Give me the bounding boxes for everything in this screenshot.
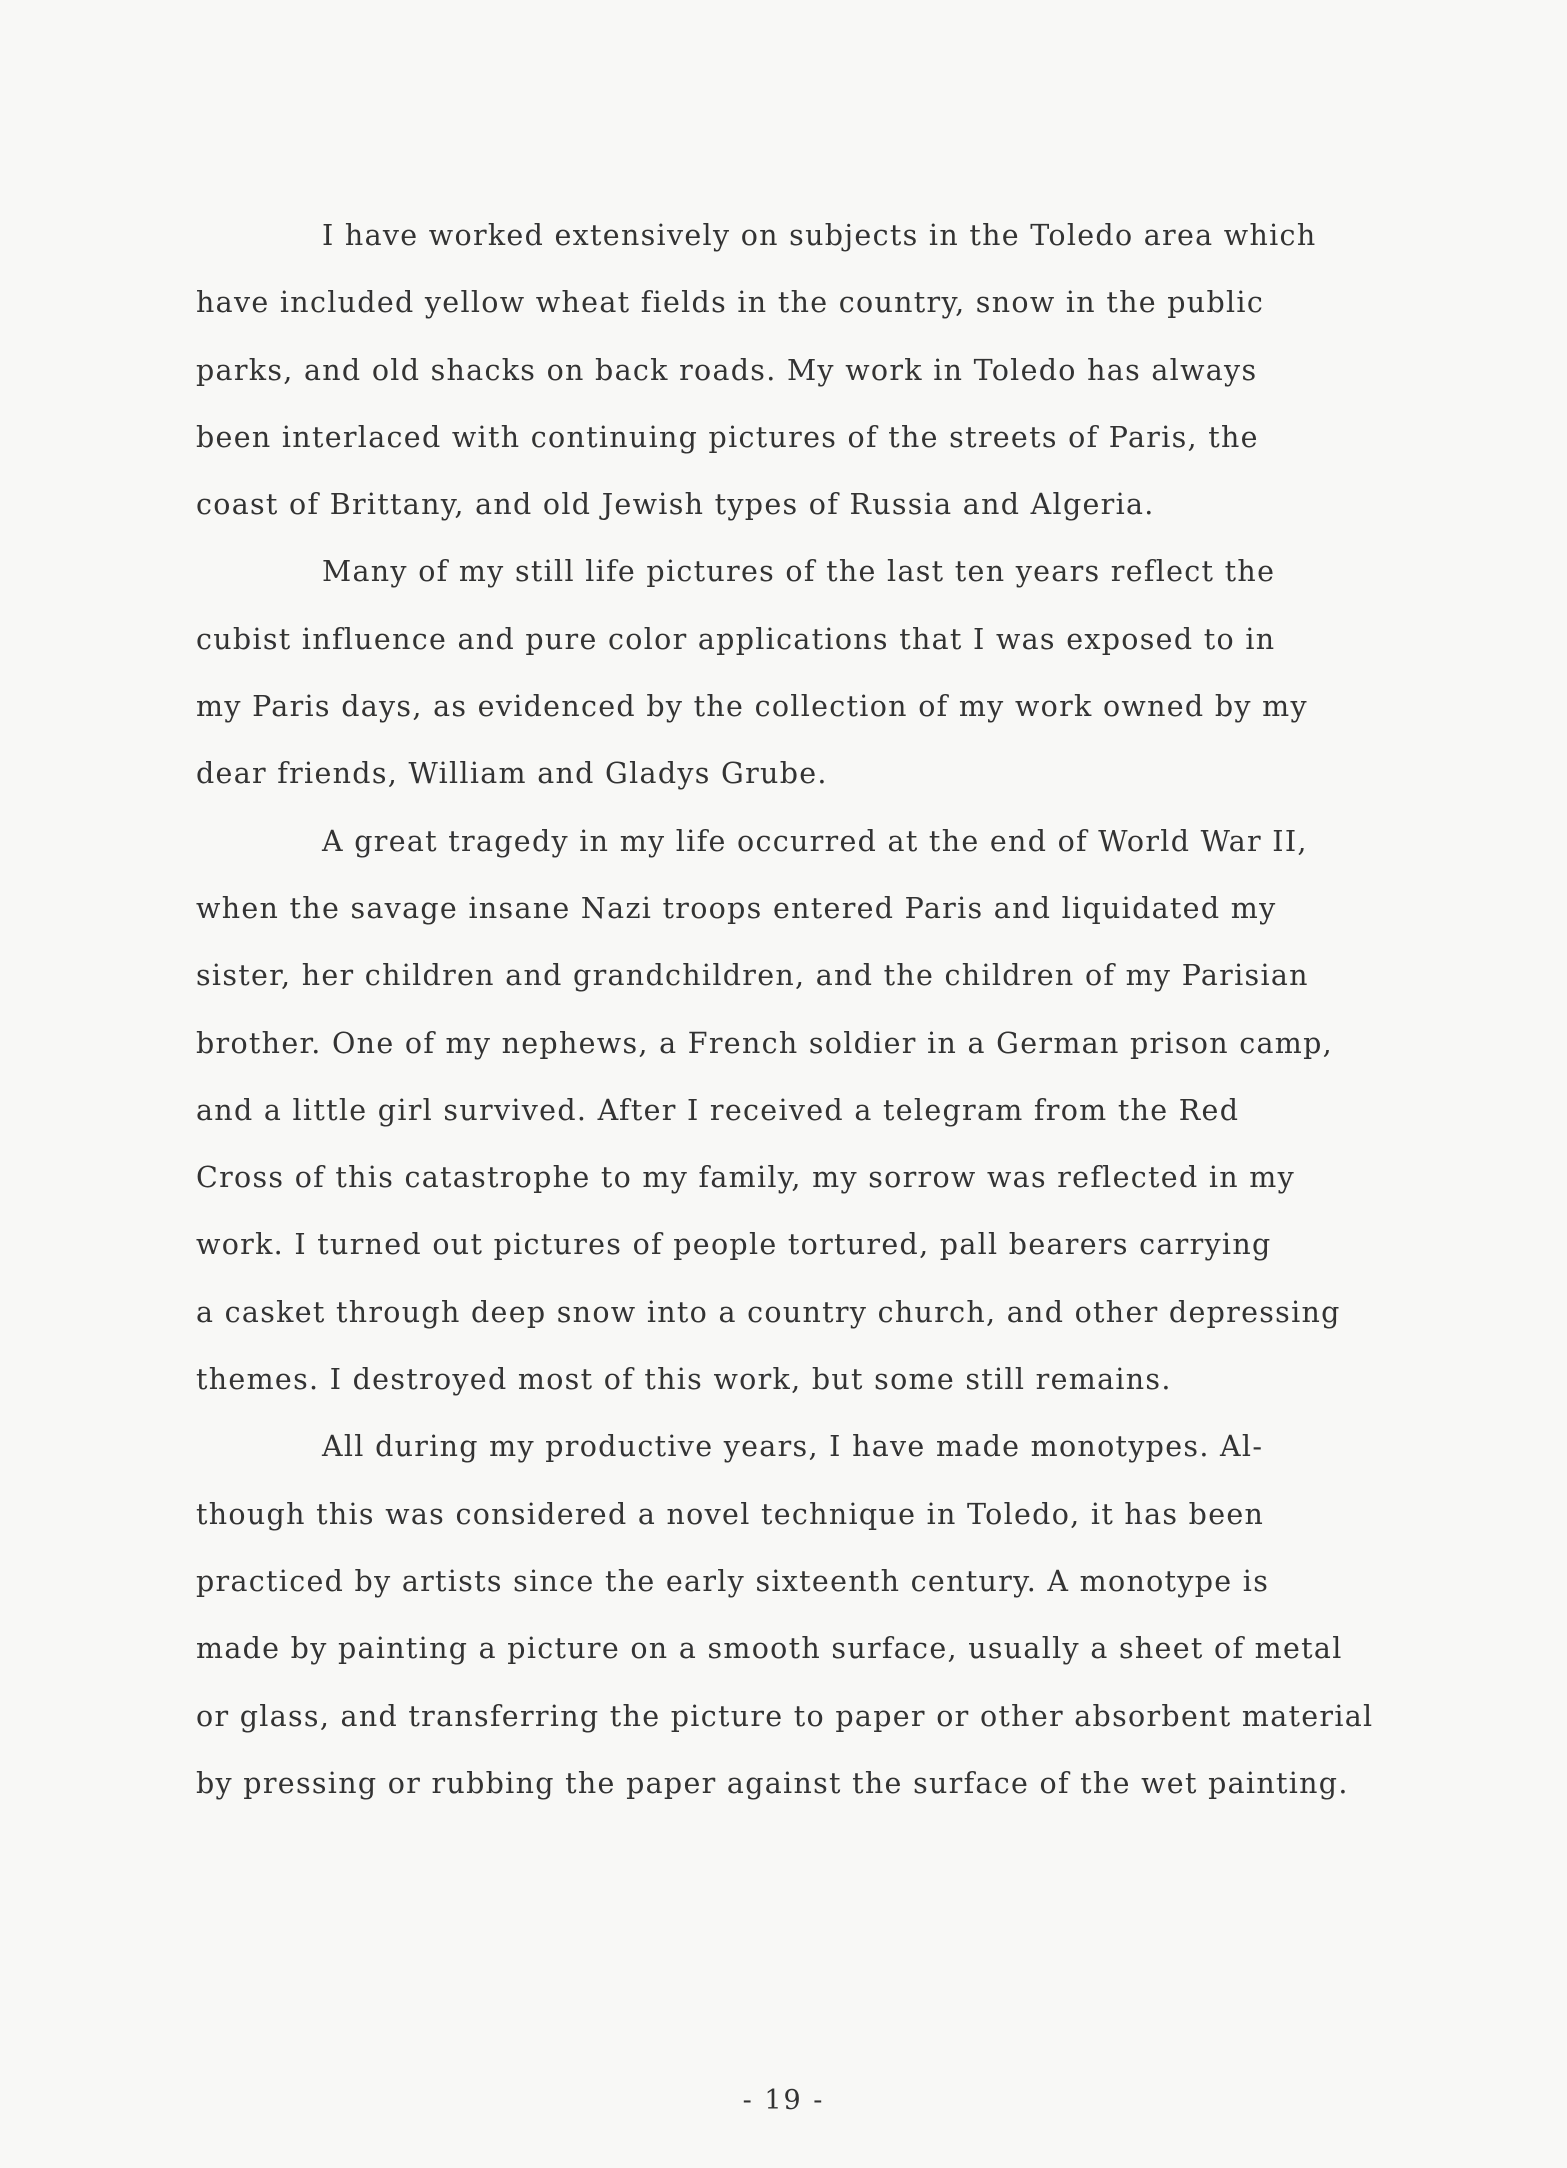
paragraph-4-line-4: made by painting a picture on a smooth surface, usually a sheet of metal <box>196 1632 1343 1666</box>
paragraph-4-line-2: though this was considered a novel technique in Toledo, it has been <box>196 1497 1265 1531</box>
paragraph-3-line-9: themes. I destroyed most of this work, but some still remains. <box>196 1363 1172 1397</box>
paragraph-4-line-5: or glass, and transferring the picture to paper or other absorbent material <box>196 1699 1374 1733</box>
paragraph-4-line-3: practiced by artists since the early sixteenth century. A monotype is <box>196 1564 1270 1598</box>
paragraph-3-line-6: Cross of this catastrophe to my family, my sorrow was reflected in my <box>196 1161 1295 1195</box>
paragraph-2-line-2: cubist influence and pure color applications that I was exposed to in <box>196 622 1276 656</box>
paragraph-3-line-5: and a little girl survived. After I received a telegram from the Red <box>196 1093 1240 1127</box>
paragraph-3-line-8: a casket through deep snow into a country church, and other depressing <box>196 1295 1341 1329</box>
paragraph-1-line-5: coast of Brittany, and old Jewish types of Russia and Algeria. <box>196 488 1155 522</box>
paragraph-2-line-1: Many of my still life pictures of the last ten years reflect the <box>322 555 1276 589</box>
paragraph-3-line-1: A great tragedy in my life occurred at the end of World War II, <box>322 824 1308 858</box>
paragraph-2-line-3: my Paris days, as evidenced by the collection of my work owned by my <box>196 690 1308 724</box>
paragraph-1-line-1: I have worked extensively on subjects in the Toledo area which <box>322 219 1317 252</box>
paragraph-3-line-4: brother. One of my nephews, a French soldier in a German prison camp, <box>196 1026 1334 1060</box>
body-text <box>196 212 1486 1827</box>
paragraph-3-line-3: sister, her children and grandchildren, and the children of my Parisian <box>196 959 1309 993</box>
page-number: - 19 - <box>742 2085 825 2116</box>
paragraph-3-line-2: when the savage insane Nazi troops entered Paris and liquidated my <box>196 891 1277 925</box>
paragraph-1-line-4: been interlaced with continuing pictures of the streets of Paris, the <box>196 420 1259 454</box>
paragraph-4-line-1: All during my productive years, I have made monotypes. Al- <box>322 1430 1264 1464</box>
paragraph-1-line-2: have included yellow wheat fields in the country, snow in the public <box>196 286 1265 320</box>
paragraph-4-line-6: by pressing or rubbing the paper against the surface of the wet painting. <box>196 1766 1349 1800</box>
paragraph-3-line-7: work. I turned out pictures of people tortured, pall bearers carrying <box>196 1228 1272 1262</box>
paragraph-2-line-4: dear friends, William and Gladys Grube. <box>196 757 828 791</box>
paragraph-1-line-3: parks, and old shacks on back roads. My work in Toledo has always <box>196 353 1258 387</box>
